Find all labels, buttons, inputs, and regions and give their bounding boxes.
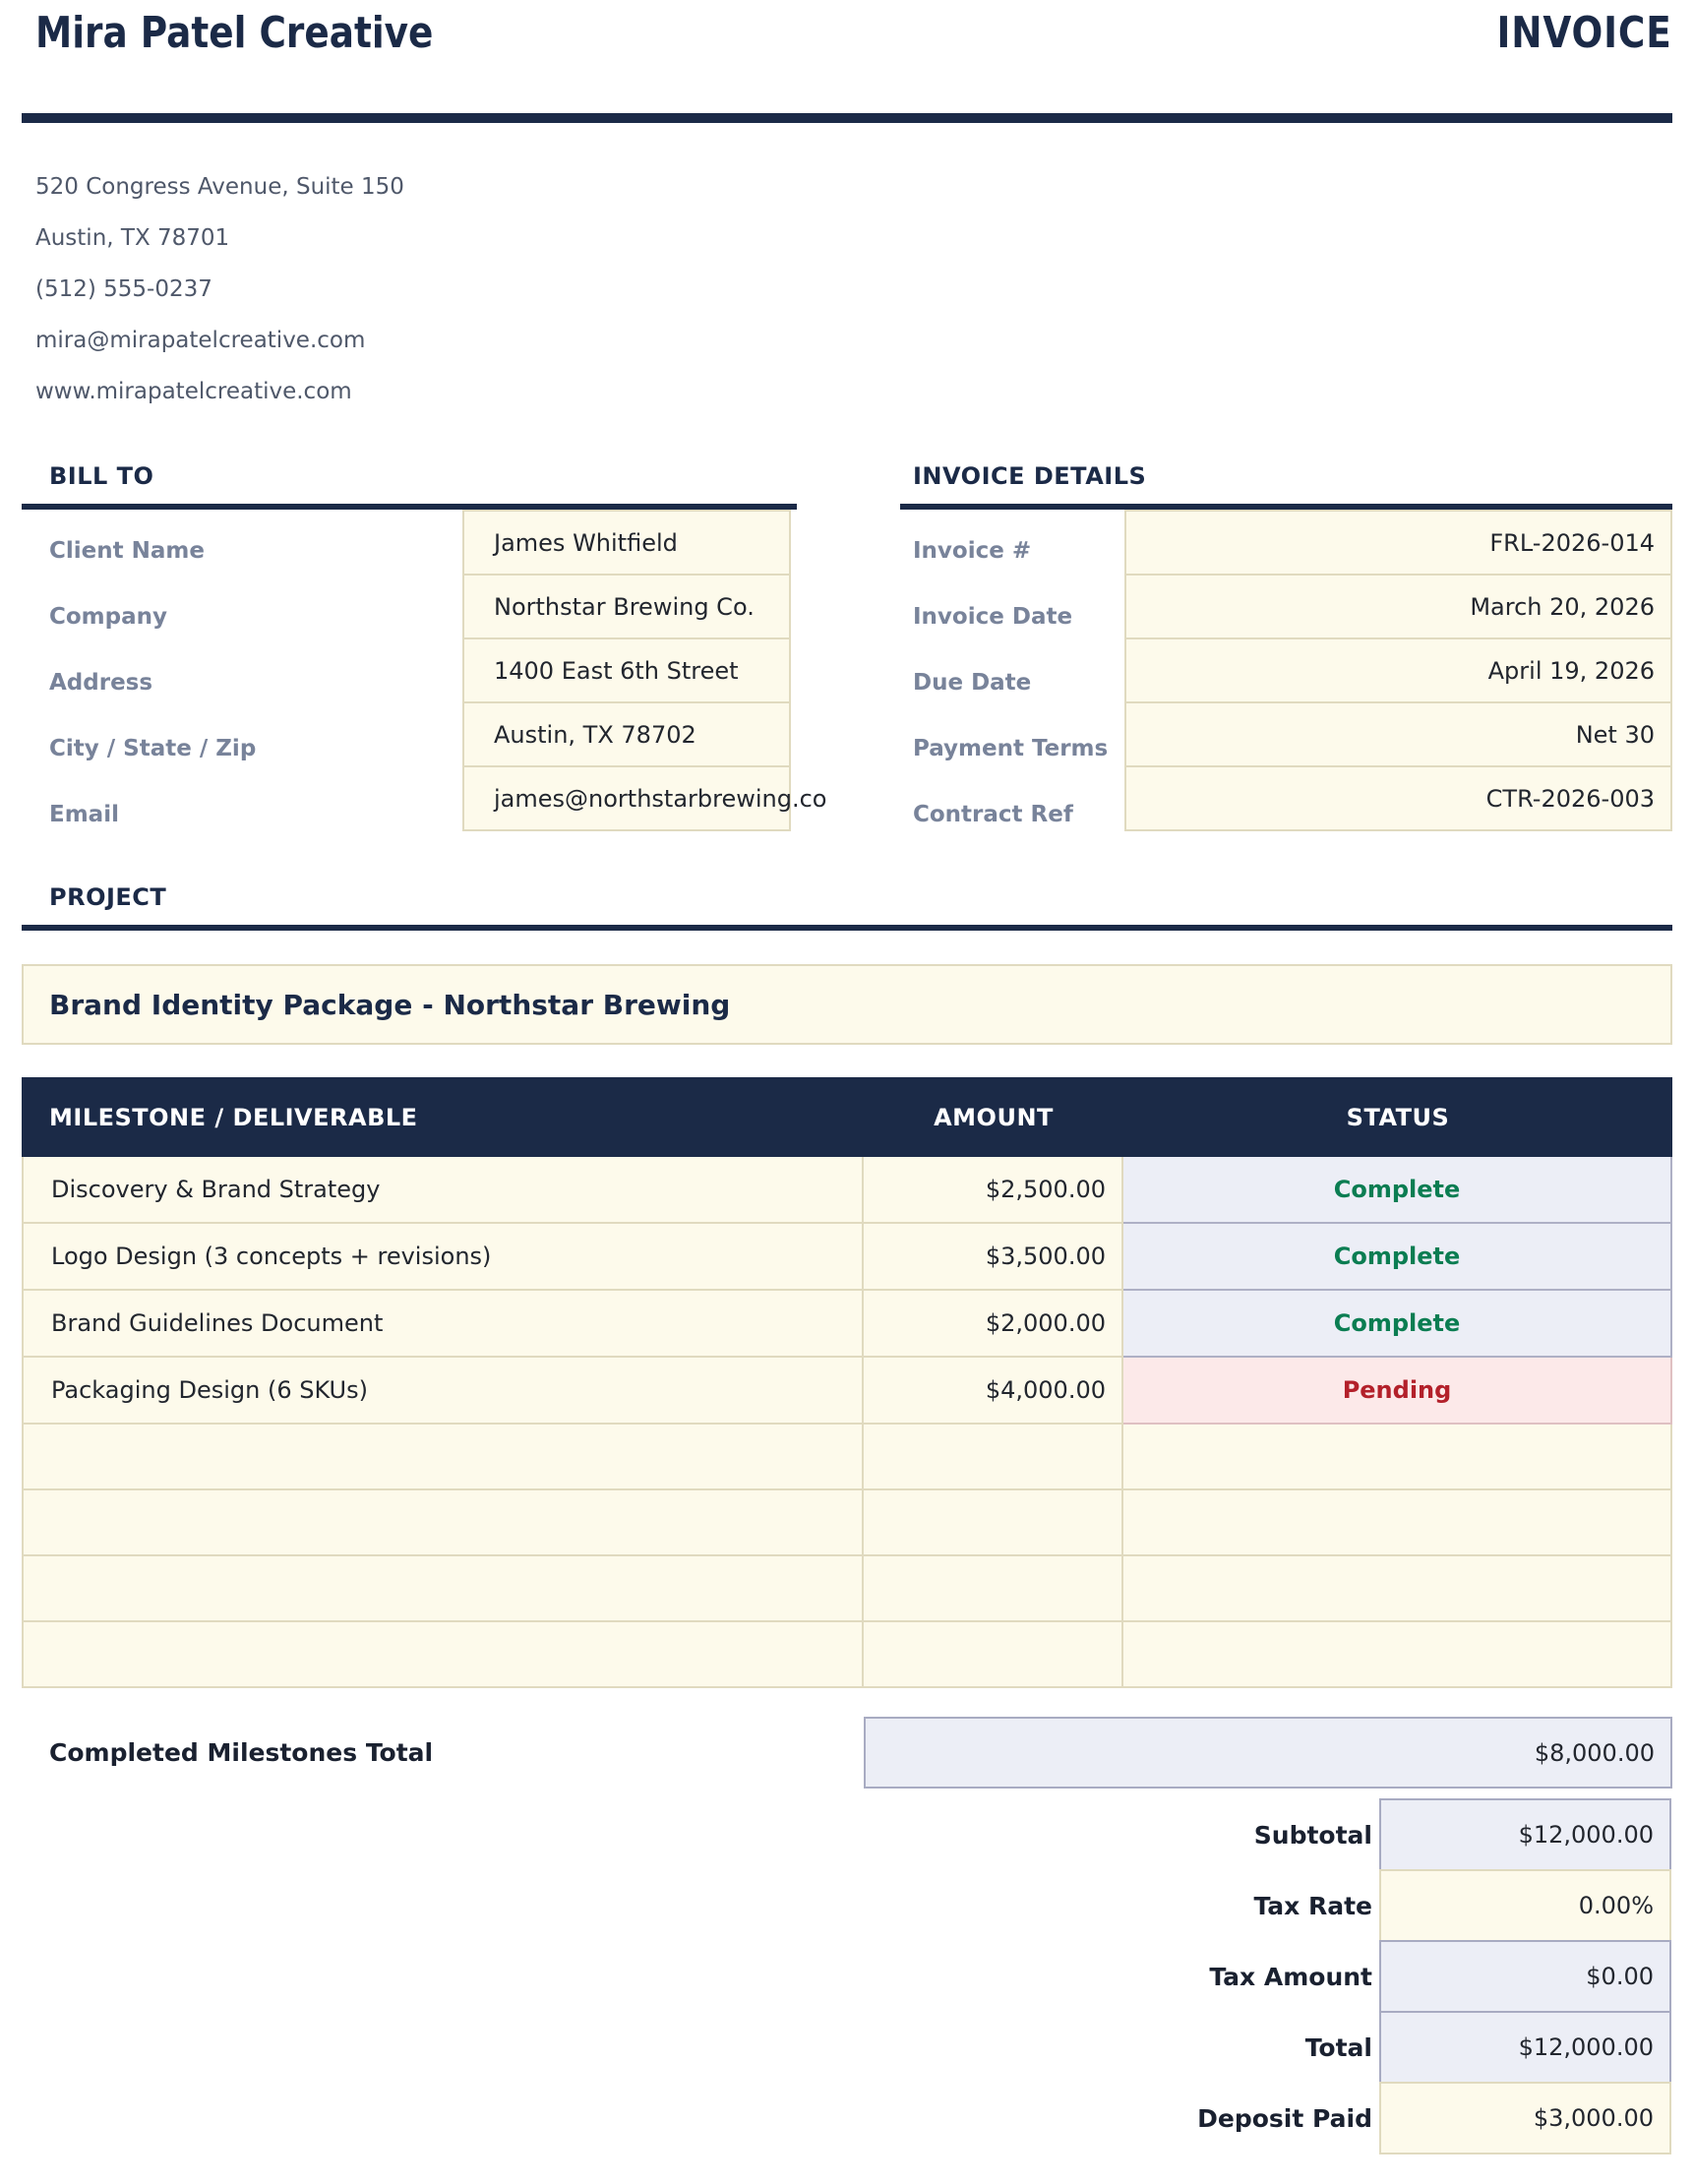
- empty-table-row: [22, 1490, 1672, 1556]
- milestone-cell: Logo Design (3 concepts + revisions): [22, 1224, 864, 1291]
- company-website: www.mirapatelcreative.com: [35, 379, 352, 404]
- tax-rate-value: 0.00%: [1379, 1869, 1671, 1942]
- company-label: Company: [49, 603, 167, 630]
- milestone-cell: Discovery & Brand Strategy: [22, 1157, 864, 1224]
- milestones-table: [22, 1077, 1672, 1688]
- company-value: Northstar Brewing Co.: [462, 574, 791, 639]
- bill-to-heading: BILL TO: [49, 462, 154, 490]
- table-row: [22, 1358, 1672, 1425]
- document-title: INVOICE: [1496, 8, 1672, 58]
- deposit-paid-label: Deposit Paid: [1197, 2103, 1372, 2133]
- completed-total-value-box: [864, 1717, 1672, 1789]
- completed-total-label: Completed Milestones Total: [49, 1738, 434, 1767]
- invoice-date-label: Invoice Date: [913, 603, 1073, 630]
- company-address-line2: Austin, TX 78701: [35, 225, 230, 251]
- tax-amount-row: [885, 1940, 1671, 2013]
- table-row: [22, 1224, 1672, 1291]
- empty-table-row: [22, 1425, 1672, 1490]
- bill-to-labels: [49, 510, 423, 839]
- totals-section: [885, 1798, 1671, 2154]
- status-cell: Complete: [1123, 1291, 1672, 1358]
- milestones-table-header: [22, 1077, 1672, 1157]
- company-name: Mira Patel Creative: [35, 8, 434, 58]
- invoice-number-value: FRL-2026-014: [1124, 510, 1672, 576]
- email-label: Email: [49, 801, 119, 827]
- due-date-label: Due Date: [913, 669, 1032, 696]
- invoice-details-values: [1124, 510, 1672, 831]
- total-value: $12,000.00: [1379, 2011, 1671, 2084]
- amount-cell: $3,500.00: [864, 1224, 1123, 1291]
- client-name-label: Client Name: [49, 537, 205, 564]
- contract-ref-label: Contract Ref: [913, 801, 1073, 827]
- table-row: [22, 1157, 1672, 1224]
- email-value: james@northstarbrewing.co: [462, 765, 791, 831]
- city-state-zip-value: Austin, TX 78702: [462, 701, 791, 767]
- milestone-cell: Brand Guidelines Document: [22, 1291, 864, 1358]
- status-cell: Complete: [1123, 1157, 1672, 1224]
- tax-amount-label: Tax Amount: [1209, 1962, 1372, 1991]
- company-info-block: [35, 161, 404, 417]
- amount-column-header: AMOUNT: [934, 1103, 1054, 1131]
- status-column-header: STATUS: [1346, 1103, 1450, 1131]
- deposit-paid-value: $3,000.00: [1379, 2082, 1671, 2154]
- header-divider: [22, 113, 1672, 123]
- table-row: [22, 1291, 1672, 1358]
- amount-cell: $2,500.00: [864, 1157, 1123, 1224]
- company-phone: (512) 555-0237: [35, 276, 212, 302]
- company-email: mira@mirapatelcreative.com: [35, 328, 366, 353]
- status-cell: Pending: [1123, 1358, 1672, 1425]
- total-label: Total: [1304, 2032, 1372, 2062]
- project-title-box: [22, 964, 1672, 1045]
- company-address-line1: 520 Congress Avenue, Suite 150: [35, 174, 404, 200]
- completed-total-value: $8,000.00: [1534, 1738, 1655, 1767]
- city-state-zip-label: City / State / Zip: [49, 735, 257, 761]
- payment-terms-value: Net 30: [1124, 701, 1672, 767]
- tax-rate-row: [885, 1869, 1671, 1942]
- payment-terms-label: Payment Terms: [913, 735, 1109, 761]
- tax-amount-value: $0.00: [1379, 1940, 1671, 2013]
- subtotal-row: [885, 1798, 1671, 1871]
- project-divider: [22, 925, 1672, 931]
- bill-to-values: [462, 510, 827, 831]
- subtotal-label: Subtotal: [1253, 1820, 1372, 1850]
- client-name-value: James Whitfield: [462, 510, 791, 576]
- invoice-number-label: Invoice #: [913, 537, 1032, 564]
- milestone-column-header: MILESTONE / DELIVERABLE: [49, 1103, 418, 1131]
- total-row: [885, 2011, 1671, 2084]
- tax-rate-label: Tax Rate: [1253, 1891, 1372, 1920]
- empty-table-row: [22, 1556, 1672, 1622]
- amount-cell: $4,000.00: [864, 1358, 1123, 1425]
- milestone-cell: Packaging Design (6 SKUs): [22, 1358, 864, 1425]
- empty-table-row: [22, 1622, 1672, 1688]
- address-value: 1400 East 6th Street: [462, 637, 791, 703]
- due-date-value: April 19, 2026: [1124, 637, 1672, 703]
- contract-ref-value: CTR-2026-003: [1124, 765, 1672, 831]
- address-label: Address: [49, 669, 153, 696]
- invoice-date-value: March 20, 2026: [1124, 574, 1672, 639]
- subtotal-value: $12,000.00: [1379, 1798, 1671, 1871]
- project-title: Brand Identity Package - Northstar Brewing: [49, 988, 731, 1021]
- amount-cell: $2,000.00: [864, 1291, 1123, 1358]
- status-cell: Complete: [1123, 1224, 1672, 1291]
- deposit-paid-row: [885, 2082, 1671, 2154]
- invoice-details-heading: INVOICE DETAILS: [913, 462, 1147, 490]
- project-heading: PROJECT: [49, 883, 167, 911]
